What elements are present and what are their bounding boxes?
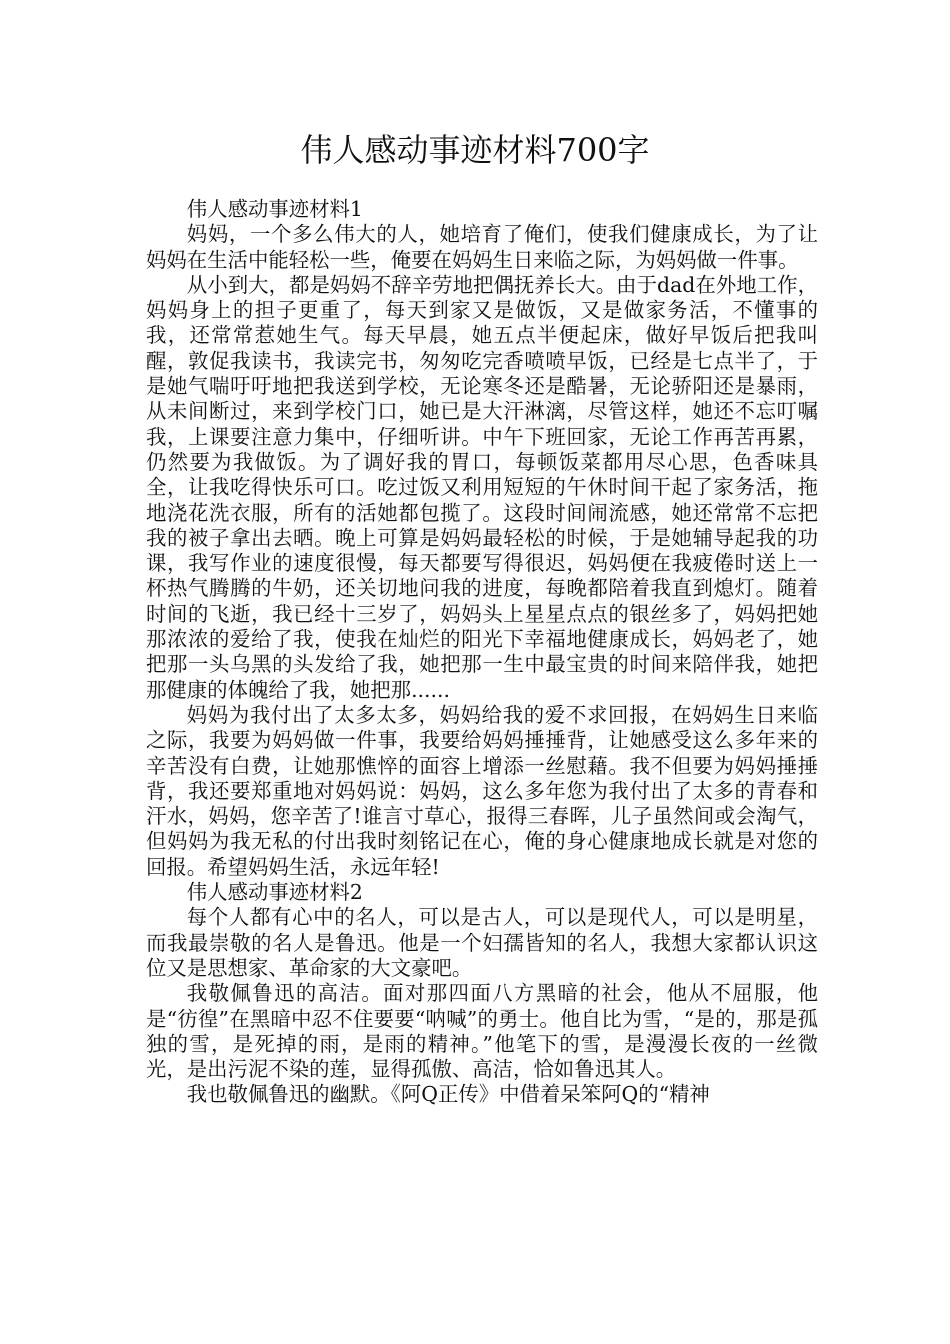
document-body bbox=[146, 197, 818, 1108]
body-paragraph: 每个人都有心中的名人，可以是古人，可以是现代人，可以是明星，而我最崇敬的名人是鲁迅。他是一个妇孺皆知的名人，我想大家都认识这位又是思想家、革命家的大文豪吧。 bbox=[146, 905, 818, 980]
body-paragraph: 我敬佩鲁迅的高洁。面对那四面八方黑暗的社会，他从不屈服，他是“彷徨”在黑暗中忍不住要要“呐喊”的勇士。他自比为雪，“是的，那是孤独的雪，是死掉的雨，是雨的精神。”他笔下的雪，是漫漫长夜的一丝微光，是出污泥不染的莲，显得孤傲、高洁，恰如鲁迅其人。 bbox=[146, 981, 818, 1082]
body-paragraph: 我也敬佩鲁迅的幽默。《阿Q正传》中借着呆笨阿Q的“精神 bbox=[186, 1082, 710, 1107]
body-paragraph: 妈妈为我付出了太多太多，妈妈给我的爱不求回报，在妈妈生日来临之际，我要为妈妈做一件事，我要给妈妈捶捶背，让她感受这么多年来的辛苦没有白费，让她那憔悴的面容上增添一丝慰藉。我不但要为妈妈捶捶背，我还要郑重地对妈妈说：妈妈，这么多年您为我付出了太多的青春和汗水，妈妈，您辛苦了!谁言寸草心，报得三春晖，儿子虽然间或会淘气，但妈妈为我无私的付出我时刻铭记在心，俺的身心健康地成长就是对您的回报。希望妈妈生活，永远年轻! bbox=[146, 702, 818, 879]
body-paragraph: 从小到大，都是妈妈不辞辛劳地把偶抚养长大。由于dad在外地工作，妈妈身上的担子更重了，每天到家又是做饭，又是做家务活，不懂事的我，还常常惹她生气。每天早晨，她五点半便起床，做好早饭后把我叫醒，敦促我读书，我读完书，匆匆吃完香喷喷早饭，已经是七点半了，于是她气喘吁吁地把我送到学校，无论寒冬还是酷暑，无论骄阳还是暴雨，从未间断过，来到学校门口，她已是大汗淋漓，尽管这样，她还不忘叮嘱我，上课要注意力集中，仔细听讲。中午下班回家，无论工作再苦再累，仍然要为我做饭。为了调好我的胃口，每顿饭菜都用尽心思，色香味具全，让我吃得快乐可口。吃过饭又利用短短的午休时间干起了家务活，拖地浇花洗衣服，所有的活她都包揽了。这段时间闹流感，她还常常不忘把我的被子拿出去晒。晚上可算是妈妈最轻松的时候，于是她辅导起我的功课，我写作业的速度很慢，每天都要写得很迟，妈妈便在我疲倦时送上一杯热气腾腾的牛奶，还关切地问我的进度，每晚都陪着我直到熄灯。随着时间的飞逝，我已经十三岁了，妈妈头上星星点点的银丝多了，妈妈把她那浓浓的爱给了我，使我在灿烂的阳光下幸福地健康成长，妈妈老了，她把那一头乌黑的头发给了我，她把那一生中最宝贵的时间来陪伴我，她把那健康的体魄给了我，她把那...... bbox=[146, 272, 818, 702]
section-heading: 伟人感动事迹材料2 bbox=[186, 880, 363, 905]
section-heading: 伟人感动事迹材料1 bbox=[186, 197, 363, 221]
body-paragraph: 妈妈，一个多么伟大的人，她培育了俺们，使我们健康成长，为了让妈妈在生活中能轻松一些，俺要在妈妈生日来临之际，为妈妈做一件事。 bbox=[146, 222, 818, 272]
document-title: 伟人感动事迹材料700字 bbox=[300, 131, 650, 169]
